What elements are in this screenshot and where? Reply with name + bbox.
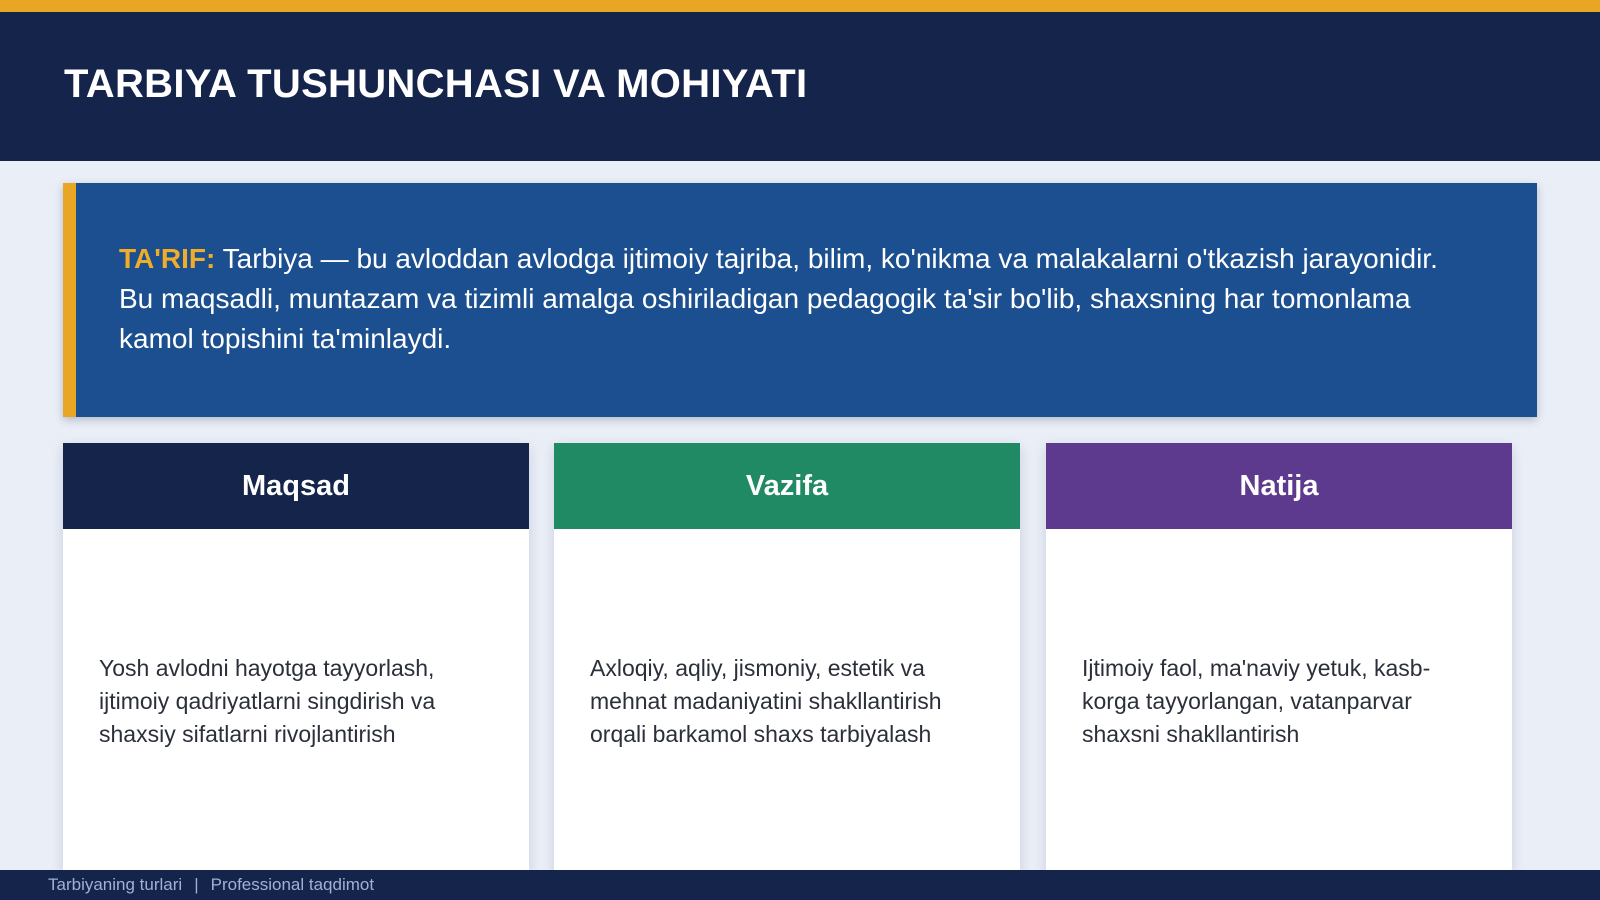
definition-box [63,183,1537,417]
footer-left-text: Tarbiyaning turlari [48,875,183,894]
footer-right-text: Professional taqdimot [210,875,375,894]
card-maqsad [63,443,529,873]
card-natija-text: Ijtimoiy faol, ma'naviy yetuk, kasb-korga tayyorlangan, vatanparvar shaxsni shakllantirish [1082,654,1431,747]
top-accent-stripe [0,0,1600,12]
card-natija-title: Natija [1046,443,1512,529]
card-vazifa-text: Axloqiy, aqliy, jismoniy, estetik va mehnat madaniyatini shakllantirish orqali barkamol shaxs tarbiyalash [590,654,942,747]
page-title: TARBIYA TUSHUNCHASI VA MOHIYATI [64,62,808,106]
card-maqsad-text: Yosh avlodni hayotga tayyorlash, ijtimoiy qadriyatlarni singdirish va shaxsiy sifatlarni rivojlantirish [99,654,436,747]
footer-bar [0,870,1600,900]
header-bar [0,12,1600,161]
definition-text [119,239,1477,359]
definition-body: Tarbiya — bu avloddan avlodga ijtimoiy tajriba, bilim, ko'nikma va malakalarni o'tkazish jarayonidir. Bu maqsadli, muntazam va tizimli amalga oshiriladigan pedagogik ta'sir bo'lib, shaxsning har tomonlama kamol topishini ta'minlaydi. [119,243,1438,354]
footer-separator: | [194,875,199,894]
card-maqsad-title: Maqsad [63,443,529,529]
card-vazifa [554,443,1020,873]
card-vazifa-title: Vazifa [554,443,1020,529]
card-natija [1046,443,1512,873]
definition-label: TA'RIF: [119,243,216,274]
